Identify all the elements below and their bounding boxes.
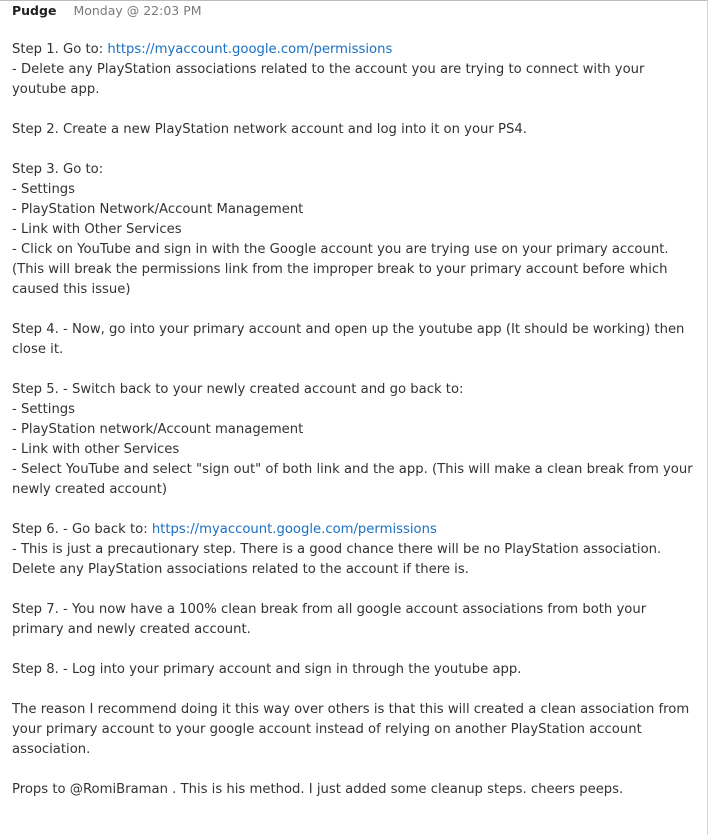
props-text: Props to @RomiBraman . This is his method. I just added some cleanup steps. cheers peeps.: [12, 782, 624, 797]
step-3-note-cont: caused this issue): [12, 282, 131, 297]
author-name[interactable]: Pudge: [12, 3, 57, 18]
step-4-text: Step 4. - Now, go into your primary account and open up the youtube app (It should be working) then: [12, 322, 685, 337]
paragraph-gap: [12, 640, 702, 660]
step-6-prefix: Step 6. - Go back to:: [12, 522, 152, 537]
paragraph-gap: [12, 140, 702, 160]
step-3-item-link-services: - Link with Other Services: [12, 222, 182, 237]
reason-text-end: association.: [12, 742, 91, 757]
post-header: [12, 3, 202, 21]
step-3-item-settings: - Settings: [12, 182, 76, 197]
step-2-text: Step 2. Create a new PlayStation network account and log into it on your PS4.: [12, 122, 527, 137]
step-1-text: - Delete any PlayStation associations related to the account you are trying to connect with your: [12, 62, 645, 77]
step-3-item-account-management: - PlayStation Network/Account Management: [12, 202, 304, 217]
step-1-prefix: Step 1. Go to:: [12, 42, 108, 57]
step-3-heading: Step 3. Go to:: [12, 162, 104, 177]
reason-text-cont: your primary account to your google account instead of relying on another PlayStation account: [12, 722, 642, 737]
step-8-text: Step 8. - Log into your primary account and sign in through the youtube app.: [12, 662, 522, 677]
step-7-text-cont: primary and newly created account.: [12, 622, 251, 637]
paragraph-gap: [12, 300, 702, 320]
permissions-link[interactable]: https://myaccount.google.com/permissions: [107, 42, 393, 57]
step-3-note: (This will break the permissions link from the improper break to your primary account before which: [12, 262, 668, 277]
paragraph-gap: [12, 580, 702, 600]
step-5-item-settings: - Settings: [12, 402, 76, 417]
step-5-item-link-services: - Link with other Services: [12, 442, 180, 457]
step-1-line: [12, 40, 702, 60]
step-6-text: - This is just a precautionary step. There is a good chance there will be no PlayStation association.: [12, 542, 662, 557]
paragraph-gap: [12, 760, 702, 780]
paragraph-gap: [12, 100, 702, 120]
step-6-line: [12, 520, 702, 540]
step-5-item-sign-out: - Select YouTube and select "sign out" of both link and the app. (This will make a clean break from your: [12, 462, 693, 477]
step-5-heading: Step 5. - Switch back to your newly created account and go back to:: [12, 382, 464, 397]
step-6-text-cont: Delete any PlayStation associations related to the account if there is.: [12, 562, 469, 577]
step-1-text-cont: youtube app.: [12, 82, 100, 97]
paragraph-gap: [12, 680, 702, 700]
reason-text: The reason I recommend doing it this way over others is that this will created a clean association from: [12, 702, 690, 717]
step-3-item-youtube-signin: - Click on YouTube and sign in with the Google account you are trying use on your primary account.: [12, 242, 669, 257]
post-timestamp: Monday @ 22:03 PM: [73, 3, 202, 18]
step-5-item-sign-out-cont: newly created account): [12, 482, 168, 497]
paragraph-gap: [12, 500, 702, 520]
step-4-text-cont: close it.: [12, 342, 64, 357]
paragraph-gap: [12, 360, 702, 380]
step-7-text: Step 7. - You now have a 100% clean break from all google account associations from both your: [12, 602, 647, 617]
permissions-link-2[interactable]: https://myaccount.google.com/permissions: [151, 522, 437, 537]
step-5-item-account-management: - PlayStation network/Account management: [12, 422, 304, 437]
post-body: [12, 40, 702, 800]
